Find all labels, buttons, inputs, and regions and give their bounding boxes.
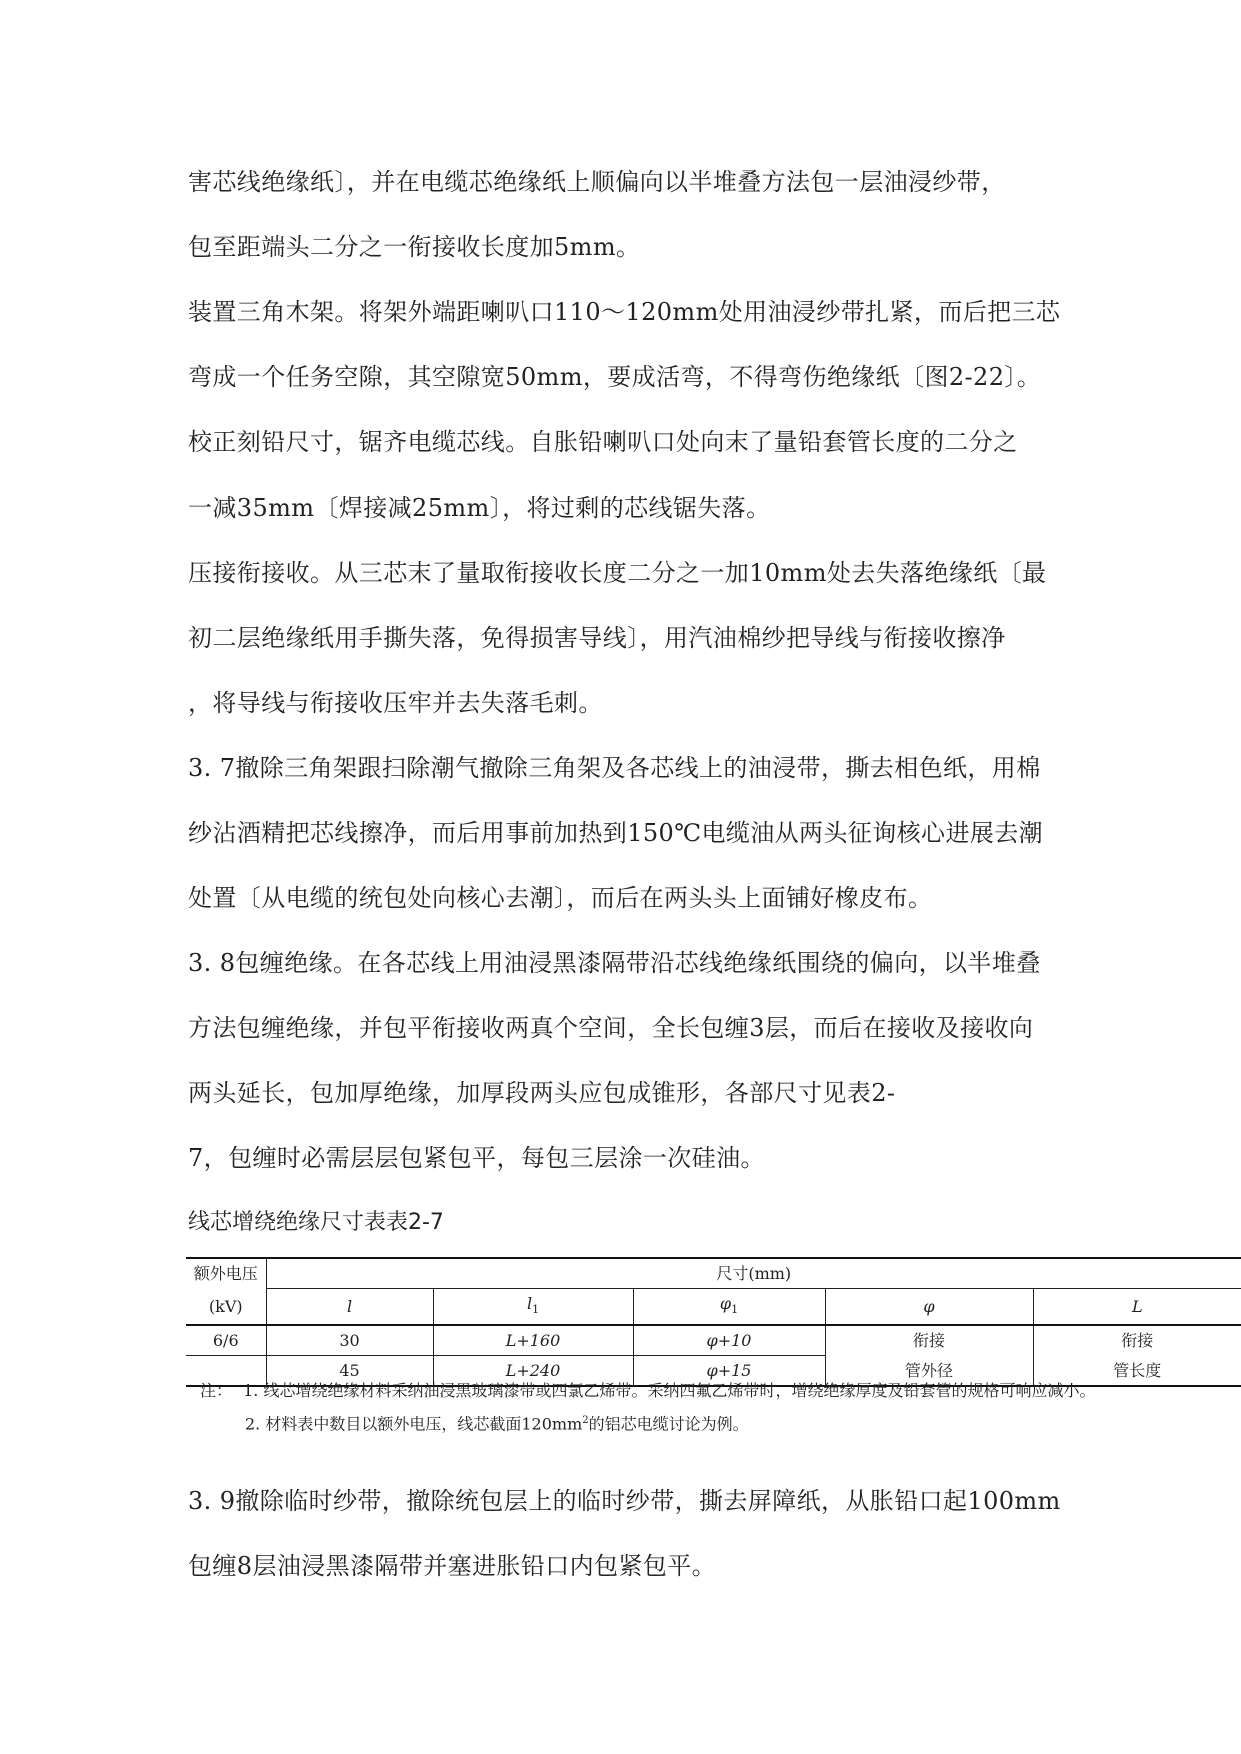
text-line: 校正刻铅尺寸，锯齐电缆芯线。自胀铅喇叭口处向末了量铅套管长度的二分之 [188,428,1018,456]
col-header-phi1 [633,1289,825,1326]
header-size: 尺寸(mm) [266,1258,1241,1289]
table-note-2 [245,1410,749,1435]
cell-voltage: 6/6 [186,1325,266,1356]
text-line: 初二层绝缘纸用手撕失落，免得损害导线〕，用汽油棉纱把导线与衔接收擦净 [188,624,1006,652]
text-line: 弯成一个任务空隙，其空隙宽50mm，要成活弯，不得弯伤绝缘纸〔图2-22〕。 [188,363,1042,391]
cell-L-1: 衔接 [1033,1325,1241,1356]
table-row [186,1325,1241,1356]
cell-phi-1: 衔接 [825,1325,1033,1356]
note-2-text: 2. 材料表中数目以额外电压，线芯截面120mm [245,1414,583,1434]
cell-phi1 [633,1325,825,1356]
text-line: ，将导线与衔接收压牢并去失落毛刺。 [188,689,603,717]
col-header-l: l [266,1289,433,1326]
col-header-phi1-text: φ [719,1294,732,1313]
cell-l: 45 [266,1356,433,1387]
col-header-l1 [433,1289,633,1326]
text-line: 3. 7撤除三角架跟扫除潮气撤除三角架及各芯线上的油浸带，撕去相色纸，用棉 [188,754,1041,782]
note-1-text: 1. 线芯增绕绝缘材料采纳油浸黑玻璃漆带或四氯乙烯带。采纳四氟乙烯带时，增绕绝缘厚度及铅套管的规格可响应减小。 [243,1381,1096,1400]
note-2-sup: 2 [582,1415,589,1426]
text-line: 处置〔从电缆的统包处向核心去潮〕，而后在两头头上面铺好橡皮布。 [188,884,933,912]
header-voltage-unit: (kV) [208,1296,243,1316]
table-note-1 [200,1380,1095,1402]
text-line: 3. 9撤除临时纱带，撤除统包层上的临时纱带，撕去屏障纸，从胀铅口起100mm [188,1487,1061,1515]
cell-l1-text: L+160 [505,1331,561,1351]
text-line: 3. 8包缠绝缘。在各芯线上用油浸黑漆隔带沿芯线绝缘纸围绕的偏向，以半堆叠 [188,949,1041,977]
text-line: 装置三角木架。将架外端距喇叭口110～120mm处用油浸纱带扎紧，而后把三芯 [188,298,1061,326]
cell-l1 [433,1325,633,1356]
text-line: 方法包缠绝缘，并包平衔接收两真个空间，全长包缠3层，而后在接收及接收向 [188,1014,1034,1042]
table-header-row [186,1258,1241,1289]
col-header-phi: φ [825,1289,1033,1326]
text-line: 7，包缠时必需层层包紧包平，每包三层涂一次硅油。 [188,1144,765,1172]
text-line: 一减35mm〔焊接减25mm〕，将过剩的芯线锯失落。 [188,494,771,522]
cell-phi1-text: φ+10 [706,1331,752,1351]
cell-l: 30 [266,1325,433,1356]
col-header-phi1-sub: 1 [731,1303,739,1317]
insulation-size-table [186,1257,1241,1387]
text-line: 包至距端头二分之一衔接收长度加5mm。 [188,233,641,261]
cell-l1-text: L+240 [505,1361,561,1381]
col-header-L: L [1033,1289,1241,1326]
table-header-row [186,1289,1241,1326]
text-line: 包缠8层油浸黑漆隔带并塞进胀铅口内包紧包平。 [188,1552,717,1580]
text-line: 两头延长，包加厚绝缘，加厚段两头应包成锥形，各部尺寸见表2- [188,1079,896,1107]
col-header-l1-sub: 1 [532,1303,540,1317]
note-2-text-end: 的铝芯电缆讨论为例。 [588,1414,749,1434]
cell-phi-2: 管外径 [825,1356,1033,1387]
table-caption: 线芯增绕绝缘尺寸表表2-7 [188,1210,444,1235]
text-line: 纱沾酒精把芯线擦净，而后用事前加热到150℃电缆油从两头征询核心进展去潮 [188,819,1044,847]
cell-phi1-text: φ+15 [706,1361,752,1381]
text-line: 害芯线绝缘纸〕，并在电缆芯绝缘纸上顺偏向以半堆叠方法包一层油浸纱带， [188,168,1006,196]
text-line: 压接衔接收。从三芯末了量取衔接收长度二分之一加10mm处去失落绝缘纸〔最 [188,559,1047,587]
col-header-l1-text: l [526,1294,533,1313]
note-label: 注： [200,1381,233,1400]
header-voltage: 额外电压 [186,1258,266,1289]
cell-L-2: 管长度 [1033,1356,1241,1387]
